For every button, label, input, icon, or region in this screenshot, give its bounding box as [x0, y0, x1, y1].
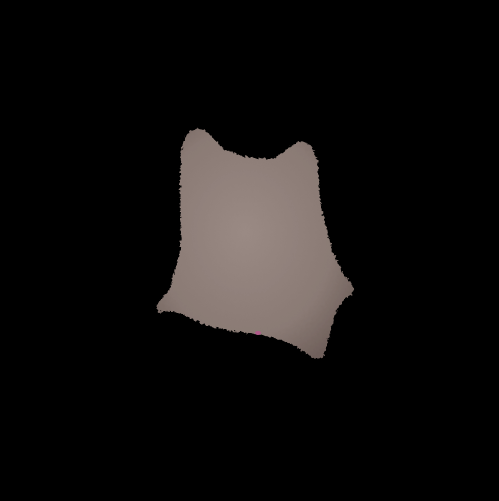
pink-speck: [255, 331, 261, 335]
